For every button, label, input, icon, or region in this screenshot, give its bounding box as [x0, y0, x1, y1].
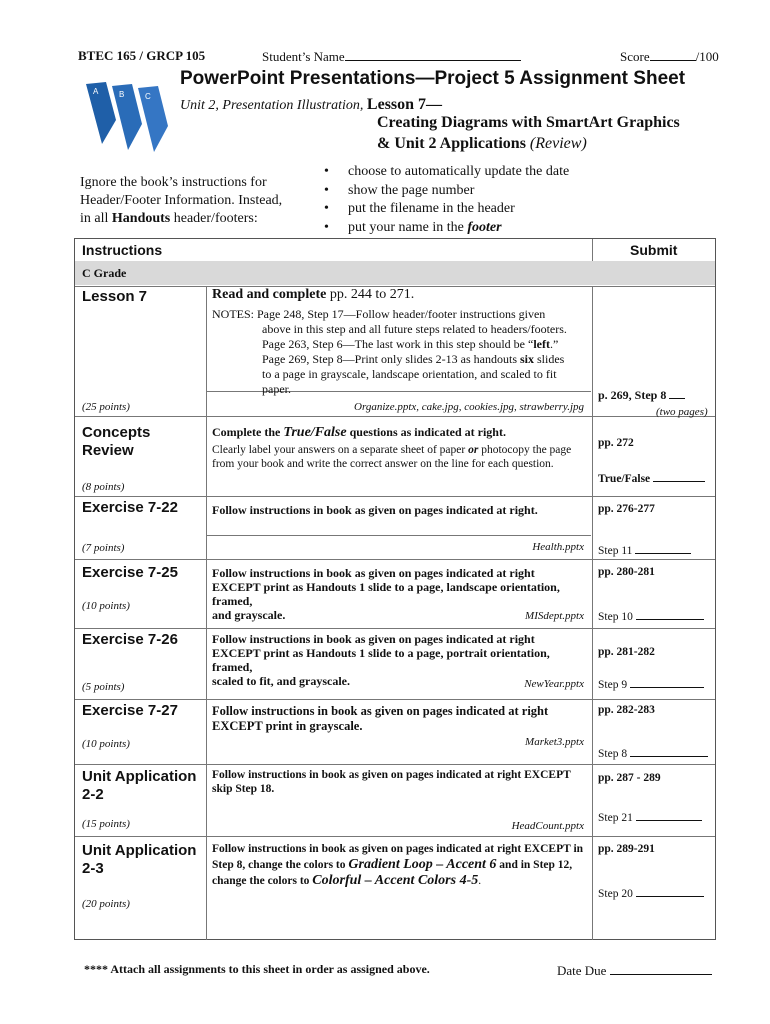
grade-bar [75, 261, 715, 285]
student-name-blank [345, 48, 521, 61]
concepts-line-2 [212, 443, 590, 457]
exercise-7-27-desc [212, 704, 590, 734]
unit-app-2-2-step-text: Step 21 [598, 812, 633, 824]
course-code: BTEC 165 / GRCP 105 [78, 48, 206, 63]
note-line [212, 337, 590, 352]
desc-line: Follow instructions in book as given on pages indicated at right [212, 566, 535, 580]
exercise-7-26-file: NewYear.pptx [524, 678, 584, 690]
desc-line: EXCEPT print as Handouts 1 slide to a page, portrait orientation, framed, [212, 646, 550, 674]
submit-header: Submit [630, 242, 678, 258]
concepts-tf-blank [653, 471, 705, 482]
page-title: PowerPoint Presentations—Project 5 Assignment Sheet [180, 68, 686, 89]
desc-line [212, 857, 590, 873]
unit-app-2-3-step [598, 886, 704, 900]
score-label: Score [620, 49, 650, 64]
unit-app-2-3-pages: pp. 289-291 [598, 843, 655, 855]
lesson-7-files: Organize.pptx, cake.jpg, cookies.jpg, strawberry.jpg [354, 401, 584, 413]
unit-app-2-2-blank [636, 810, 702, 821]
subtitle-line-1: Creating Diagrams with SmartArt Graphics [377, 114, 680, 131]
lesson-7-submit-text: p. 269, Step 8 [598, 388, 667, 402]
bullet-4-footer: footer [467, 219, 502, 235]
c-grade-label: C Grade [82, 266, 127, 280]
date-due-field[interactable] [557, 962, 712, 979]
exercise-7-27-file: Market3.pptx [525, 736, 584, 748]
gradient-loop-accent-6: Gradient Loop – Accent 6 [348, 857, 497, 872]
unit-app-2-3-title [82, 842, 196, 878]
concepts-line-3: from your book and write the correct answer on the line for each question. [212, 458, 554, 470]
concepts-label: Concepts [82, 424, 151, 441]
unit-app-number: 2-2 [82, 786, 104, 803]
unit-app-2-3-desc [212, 841, 590, 889]
note-line-part: slides [537, 352, 565, 366]
logo-letter-b: B [119, 90, 125, 99]
student-name-field[interactable] [262, 48, 521, 65]
note-line-3 [80, 210, 300, 228]
concepts-pages: pp. 272 [598, 437, 634, 449]
unit-app-2-3-blank [636, 886, 704, 897]
abc-books-logo [84, 80, 170, 152]
unit-app-label: Unit Application [82, 842, 197, 859]
note-line-3-post: header/footers: [173, 211, 258, 226]
notes-label: NOTES: [212, 307, 254, 321]
exercise-7-25-file: MISdept.pptx [525, 610, 584, 622]
logo-letter-a: A [93, 87, 99, 96]
exercise-7-25-pages: pp. 280-281 [598, 566, 655, 578]
unit-app-2-3-step-text: Step 20 [598, 888, 633, 900]
date-due-label: Date Due [557, 963, 607, 978]
note-line-3-pre: in all [80, 211, 109, 226]
unit-app-2-3-points: (20 points) [82, 898, 130, 910]
exercise-7-26-step-text: Step 9 [598, 679, 628, 691]
lesson-7-submit [598, 388, 685, 403]
logo-letter-c: C [145, 92, 151, 101]
concepts-points: (8 points) [82, 481, 125, 493]
unit-app-2-2-points: (15 points) [82, 818, 130, 830]
note-line: Page 248, Step 17—Follow header/footer instructions given [257, 307, 546, 321]
exercise-7-27-title: Exercise 7-27 [82, 702, 178, 719]
unit-app-2-2-title [82, 768, 196, 804]
exercise-7-22-file: Health.pptx [532, 541, 584, 553]
exercise-7-25-blank [636, 609, 704, 620]
note-line [212, 352, 590, 367]
desc-line: scaled to fit, and grayscale. [212, 674, 350, 688]
lesson-7-notes [212, 307, 590, 397]
student-name-label: Student’s Name [262, 49, 345, 64]
read-complete-label: Read and complete [212, 287, 327, 302]
concepts-line-1-pre: Complete the [212, 425, 281, 439]
note-line: paper. [262, 382, 291, 396]
colorful-accent-colors: Colorful – Accent Colors 4-5 [312, 873, 479, 888]
desc-line: skip Step 18. [212, 783, 275, 795]
logo-book-c [138, 86, 168, 152]
note-line: above in this step and all future steps related to headers/footers. [262, 322, 567, 336]
exercise-7-22-pages: pp. 276-277 [598, 503, 655, 515]
desc-part: . [478, 875, 482, 887]
exercise-7-22-step-text: Step 11 [598, 545, 633, 557]
subtitle-line-2 [377, 133, 680, 154]
exercise-7-27-step [598, 746, 708, 760]
lesson-7-title: Lesson 7 [82, 288, 148, 305]
review-label: Review [82, 442, 134, 459]
bullet-item: • put the filename in the header [322, 200, 569, 219]
note-line-1: Ignore the book’s instructions for [80, 175, 267, 190]
concepts-or: or [468, 444, 479, 456]
concepts-true-false: True/False [283, 425, 347, 440]
desc-part: change the colors to [212, 875, 310, 887]
read-pages: pp. 244 to 271. [329, 287, 415, 302]
bullet-item [322, 219, 569, 238]
desc-line: Follow instructions in book as given on pages indicated at right [212, 632, 535, 646]
unit-app-2-2-pages: pp. 287 - 289 [598, 772, 661, 784]
exercise-7-25-step [598, 609, 704, 623]
unit-app-number: 2-3 [82, 860, 104, 877]
lesson-text: Lesson 7— [366, 96, 443, 113]
header-footer-bullets [322, 163, 569, 237]
concepts-line-1 [212, 425, 590, 440]
concepts-review-title [82, 424, 150, 460]
subtitle-unit-apps: & Unit 2 Applications [377, 135, 526, 152]
note-handouts: Handouts [111, 211, 171, 226]
note-line-part: Page 269, Step 8—Print only slides 2-13 as handouts [262, 352, 517, 366]
note-left: left [533, 337, 550, 351]
subtitle-review: (Review) [529, 135, 587, 152]
lesson-7-points: (25 points) [82, 401, 130, 413]
unit-app-2-2-step [598, 810, 702, 824]
exercise-7-27-pages: pp. 282-283 [598, 704, 655, 716]
exercise-7-26-points: (5 points) [82, 681, 125, 693]
desc-line [212, 873, 590, 889]
lesson-7-submit-note: (two pages) [656, 406, 708, 418]
bullet-item: • show the page number [322, 182, 569, 201]
instructions-header: Instructions [82, 242, 163, 258]
unit-text: Unit 2, Presentation Illustration, [180, 98, 364, 113]
exercise-7-25-step-text: Step 10 [598, 611, 633, 623]
desc-line: EXCEPT print in grayscale. [212, 719, 363, 733]
note-line-part: .” [549, 337, 559, 351]
note-line: to a page in grayscale, landscape orientation, and scaled to fit [262, 367, 557, 381]
unit-app-2-2-desc [212, 768, 590, 796]
exercise-7-22-step [598, 543, 691, 557]
exercise-7-27-points: (10 points) [82, 738, 130, 750]
unit-app-label: Unit Application [82, 768, 197, 785]
desc-line: Follow instructions in book as given on pages indicated at right EXCEPT [212, 769, 571, 781]
lesson-7-read [212, 288, 590, 302]
logo-book-a [86, 82, 116, 144]
concepts-line-2-pre: Clearly label your answers on a separate sheet of paper [212, 444, 466, 456]
lesson-subtitle [377, 112, 680, 154]
exercise-7-22-blank [635, 543, 691, 554]
exercise-7-27-step-text: Step 8 [598, 748, 628, 760]
desc-line: and grayscale. [212, 608, 286, 622]
bullet-item: • choose to automatically update the date [322, 163, 569, 182]
concepts-tf-label: True/False [598, 473, 651, 485]
attach-note: **** Attach all assignments to this sheet in order as assigned above. [84, 962, 430, 976]
exercise-7-27-blank [630, 746, 708, 757]
exercise-7-26-title: Exercise 7-26 [82, 631, 178, 648]
concepts-line-1-post: questions as indicated at right. [349, 425, 506, 439]
exercise-7-22-desc: Follow instructions in book as given on pages indicated at right. [212, 503, 538, 517]
score-field[interactable] [620, 48, 719, 65]
exercise-7-25-points: (10 points) [82, 600, 130, 612]
desc-line: Follow instructions in book as given on pages indicated at right [212, 704, 549, 718]
note-six: six [520, 352, 535, 366]
concepts-true-false-submit [598, 471, 705, 485]
concepts-line-2-post: photocopy the page [481, 444, 572, 456]
bullet-4-pre: put your name in the [348, 219, 464, 235]
exercise-7-22-points: (7 points) [82, 542, 125, 554]
note-line-part: Page 263, Step 6—The last work in this step should be “ [262, 337, 534, 351]
logo-book-b [112, 84, 142, 150]
exercise-7-25-title: Exercise 7-25 [82, 564, 178, 581]
exercise-7-26-pages: pp. 281-282 [598, 646, 655, 658]
desc-part: and in Step 12, [499, 859, 573, 871]
desc-line: EXCEPT print as Handouts 1 slide to a page, landscape orientation, framed, [212, 580, 560, 608]
desc-part: Step 8, change the colors to [212, 859, 346, 871]
desc-line: Follow instructions in book as given on pages indicated at right EXCEPT in [212, 843, 584, 855]
exercise-7-26-step [598, 677, 704, 691]
unit-app-2-2-file: HeadCount.pptx [511, 820, 584, 832]
score-total: /100 [695, 49, 719, 64]
note-line-2: Header/Footer Information. Instead, [80, 193, 283, 208]
header-footer-note [80, 174, 300, 228]
exercise-7-26-blank [630, 677, 704, 688]
date-due-blank [610, 962, 712, 975]
exercise-7-22-title: Exercise 7-22 [82, 499, 178, 516]
lesson-7-blank [669, 388, 685, 399]
score-blank [650, 48, 696, 61]
